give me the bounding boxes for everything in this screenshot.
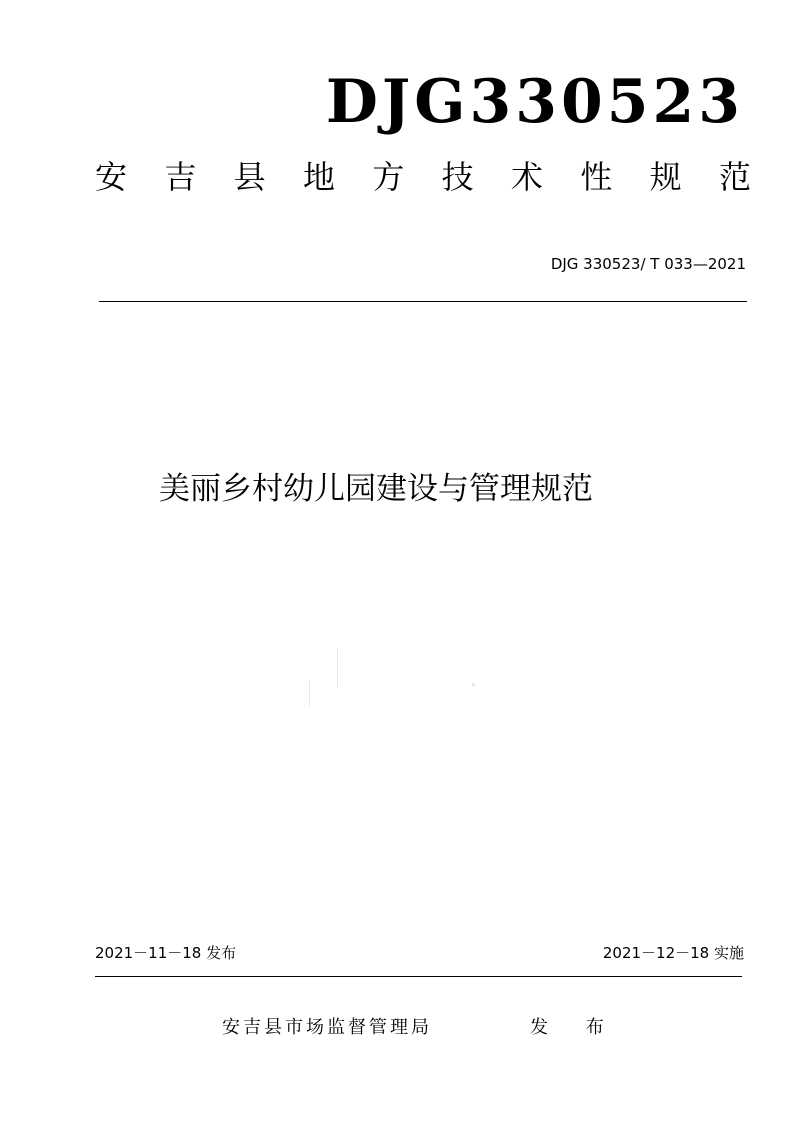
bottom-divider xyxy=(95,976,742,977)
category-char: 安 xyxy=(95,158,128,196)
faint-mark xyxy=(337,648,338,688)
category-char: 县 xyxy=(233,158,266,196)
standard-code: DJG330523 xyxy=(325,67,744,137)
top-divider xyxy=(99,301,747,302)
category-char: 规 xyxy=(649,158,682,196)
issue-date: 2021－11－18 发布 xyxy=(95,944,237,962)
category-char: 技 xyxy=(441,158,474,196)
standard-number: DJG 330523/ T 033—2021 xyxy=(550,255,746,273)
category-char: 性 xyxy=(580,158,613,196)
category-char: 地 xyxy=(302,158,335,196)
issue-label: 发 布 xyxy=(530,1017,620,1038)
faint-mark xyxy=(309,680,310,706)
standard-category xyxy=(95,154,751,200)
category-char: 方 xyxy=(372,158,405,196)
implement-date: 2021－12－18 实施 xyxy=(602,944,744,962)
issuing-authority: 安吉县市场监督管理局 xyxy=(222,1017,432,1038)
category-char: 吉 xyxy=(164,158,197,196)
category-char: 术 xyxy=(510,158,543,196)
document-title: 美丽乡村幼儿园建设与管理规范 xyxy=(159,471,593,507)
faint-mark xyxy=(472,683,475,686)
category-char: 范 xyxy=(718,158,751,196)
